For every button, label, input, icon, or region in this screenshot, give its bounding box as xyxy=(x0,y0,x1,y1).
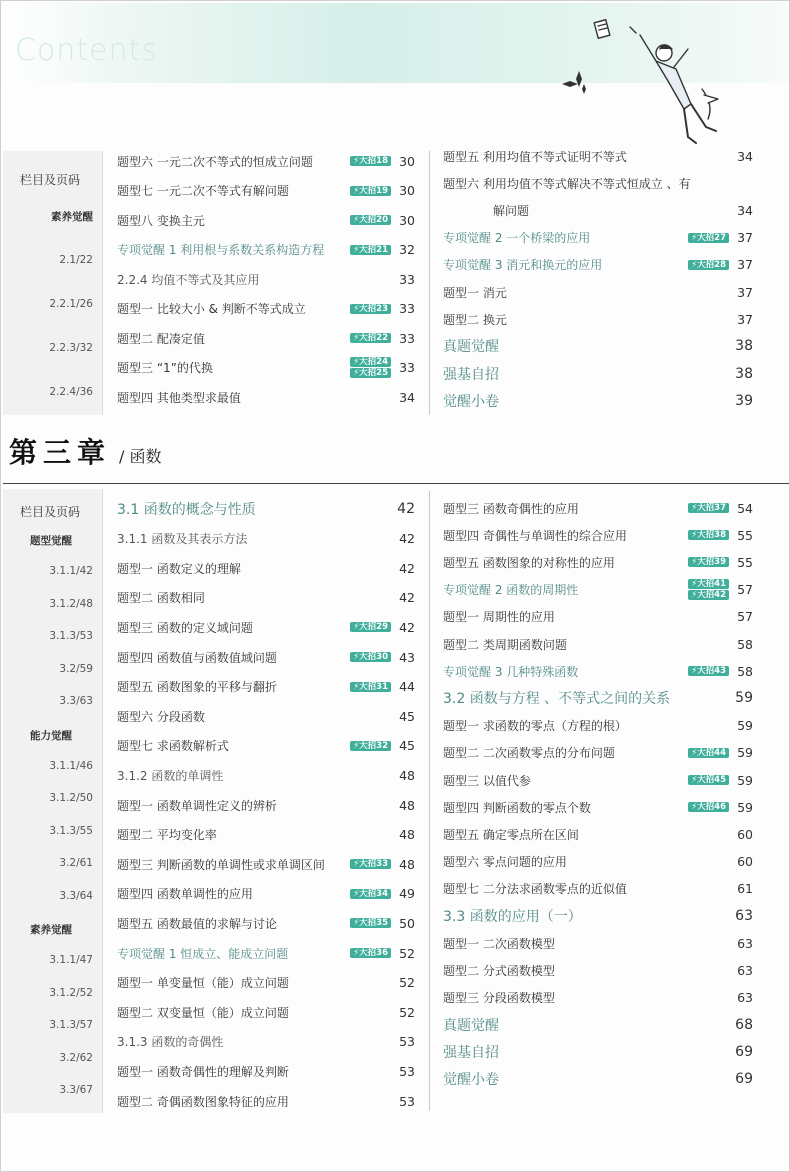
toc-entry-label: 3.1 函数的概念与性质 xyxy=(117,502,256,518)
toc-entry-label: 题型二 配凑定值 xyxy=(117,331,205,346)
sidebar-page-ref: 3.2/61 xyxy=(59,857,93,869)
toc-entry-label: 专项觉醒 3 几种特殊函数 xyxy=(443,664,579,679)
toc-entry[interactable] xyxy=(117,970,415,996)
dazhao-badge xyxy=(688,666,729,676)
toc-entry[interactable] xyxy=(443,279,753,305)
toc-page-number: 54 xyxy=(737,500,753,516)
toc-page-number: 45 xyxy=(399,738,415,754)
sidebar-page-ref: 3.2/59 xyxy=(59,662,93,675)
chapter-heading xyxy=(9,431,162,471)
toc-page-number: 53 xyxy=(399,1063,415,1079)
toc-entry-label: 强基自招 xyxy=(443,1045,499,1061)
dazhao-badge xyxy=(350,682,391,692)
toc-entry[interactable] xyxy=(443,225,753,251)
sidebar-group-title: 能力觉醒 xyxy=(30,729,72,742)
dazhao-badge xyxy=(688,530,729,540)
sidebar-page-ref: 3.1.1/42 xyxy=(49,565,93,577)
sidebar-page-ref: 3.1.3/53 xyxy=(49,630,93,642)
dazhao-badge-label: ⚡大招19 xyxy=(350,186,391,196)
toc-entry[interactable] xyxy=(443,930,753,956)
toc-entry-label: 题型四 判断函数的零点个数 xyxy=(443,800,591,815)
toc-entry[interactable] xyxy=(443,685,753,711)
toc-entry[interactable] xyxy=(117,674,415,700)
toc-page-number: 44 xyxy=(399,679,415,695)
toc-entry-label: 题型一 求函数的零点（方程的根） xyxy=(443,719,627,734)
chapter-rule xyxy=(3,483,789,484)
toc-entry-label: 题型六 零点问题的应用 xyxy=(443,855,567,870)
toc-entry[interactable] xyxy=(117,266,415,292)
toc-entry[interactable] xyxy=(443,631,753,657)
dazhao-badge-label: ⚡大招41 xyxy=(688,579,729,589)
toc-page-number: 34 xyxy=(737,202,753,218)
toc-entry-label: 题型七 二分法求函数零点的近似值 xyxy=(443,882,627,897)
toc-entry-label: 题型六 分段函数 xyxy=(117,709,205,724)
toc-entry-label: 3.1.2 函数的单调性 xyxy=(117,768,224,783)
toc-page-number: 38 xyxy=(735,338,753,355)
toc-entry-label: 题型五 函数图象的平移与翻折 xyxy=(117,680,277,695)
toc-page-number: 48 xyxy=(399,856,415,872)
toc-page-number: 37 xyxy=(737,311,753,327)
toc-entry-label: 题型三 判断函数的单调性或求单调区间 xyxy=(117,857,325,872)
dazhao-badge xyxy=(350,333,391,343)
toc-entry[interactable] xyxy=(443,333,753,359)
toc-page-number: 30 xyxy=(399,183,415,198)
toc-page-number: 57 xyxy=(737,582,753,598)
toc-entry-label: 真题觉醒 xyxy=(443,1017,499,1034)
toc-entry-label: 题型一 比较大小 & 判断不等式成立 xyxy=(117,302,306,316)
dazhao-badge-label: ⚡大招34 xyxy=(350,889,391,899)
sidebar-page-ref: 3.3/67 xyxy=(59,1084,93,1096)
section1-sidebar xyxy=(3,151,103,415)
sidebar-page-ref: 2.1/22 xyxy=(59,254,93,266)
column-divider xyxy=(429,151,430,415)
toc-entry[interactable] xyxy=(443,821,753,847)
toc-entry[interactable] xyxy=(443,170,753,196)
dazhao-badge xyxy=(688,233,729,243)
toc-page-number: 49 xyxy=(399,886,415,902)
toc-entry[interactable] xyxy=(443,903,753,929)
toc-page-number: 60 xyxy=(737,854,753,870)
toc-page-number: 45 xyxy=(399,708,415,724)
sidebar-page-ref: 3.1.3/55 xyxy=(49,824,93,837)
toc-entry[interactable] xyxy=(117,910,415,936)
toc-page-number: 53 xyxy=(399,1034,415,1050)
dazhao-badge-label: ⚡大招45 xyxy=(688,775,729,785)
dazhao-badge-label: ⚡大招24 xyxy=(350,357,391,367)
toc-entry[interactable] xyxy=(117,1029,415,1055)
toc-entry-label: 题型三 函数奇偶性的应用 xyxy=(443,501,579,516)
toc-page-number: 33 xyxy=(399,360,415,375)
toc-entry-label: 专项觉醒 2 函数的周期性 xyxy=(443,583,579,598)
toc-entry-label: 题型一 消元 xyxy=(443,285,507,300)
toc-entry[interactable] xyxy=(117,207,415,233)
toc-page-number: 42 xyxy=(399,531,415,547)
dazhao-badge-label: ⚡大招18 xyxy=(350,156,391,166)
sidebar-page-ref: 3.2/62 xyxy=(59,1051,93,1064)
toc-entry-label: 题型二 双变量恒（能）成立问题 xyxy=(117,1005,289,1020)
toc-entry[interactable] xyxy=(117,822,415,848)
toc-page-number: 63 xyxy=(735,908,753,924)
dazhao-badge xyxy=(350,156,391,166)
contents-title: Contents xyxy=(15,33,158,68)
sidebar-page-ref: 3.1.3/57 xyxy=(49,1019,93,1031)
sidebar-page-ref: 3.1.2/52 xyxy=(49,986,93,999)
toc-page-number: 37 xyxy=(737,230,753,246)
toc-page-number: 55 xyxy=(737,554,753,570)
dazhao-badge xyxy=(350,859,391,869)
toc-entry[interactable] xyxy=(443,306,753,332)
toc-page-number: 58 xyxy=(737,636,753,652)
sidebar-group-title: 素养觉醒 xyxy=(30,924,72,936)
toc-entry-label: 专项觉醒 2 一个桥梁的应用 xyxy=(443,231,591,246)
toc-page-number: 48 xyxy=(399,797,415,813)
toc-entry[interactable] xyxy=(443,985,753,1011)
toc-entry[interactable] xyxy=(117,940,415,966)
dazhao-badge xyxy=(688,775,729,785)
dazhao-badge-label: ⚡大招25 xyxy=(350,368,391,378)
toc-entry-label: 题型一 函数奇偶性的理解及判断 xyxy=(117,1064,289,1079)
dazhao-badge-label: ⚡大招39 xyxy=(688,557,729,567)
toc-page-number: 33 xyxy=(399,330,415,346)
dazhao-badge xyxy=(350,215,391,225)
toc-entry[interactable] xyxy=(117,792,415,818)
dazhao-badge-label: ⚡大招38 xyxy=(688,530,729,540)
section1-sidebar-group: 素养觉醒 xyxy=(51,211,93,223)
toc-entry[interactable] xyxy=(117,178,415,204)
dazhao-badge-label: ⚡大招36 xyxy=(350,948,391,958)
dazhao-badge xyxy=(350,186,391,196)
toc-entry-label: 题型二 二次函数零点的分布问题 xyxy=(443,746,615,761)
chapter-subtitle: / 函数 xyxy=(119,447,162,466)
sidebar-page-ref: 3.1.1/47 xyxy=(49,954,93,966)
toc-entry[interactable] xyxy=(443,1066,753,1092)
toc-page-number: 34 xyxy=(399,389,415,405)
dazhao-badge xyxy=(350,889,391,899)
toc-entry-label: 3.1.1 函数及其表示方法 xyxy=(117,532,248,547)
sidebar-page-ref: 2.2.1/26 xyxy=(49,298,93,310)
toc-entry-label: 题型八 变换主元 xyxy=(117,213,205,228)
toc-entry[interactable] xyxy=(443,143,753,169)
toc-page-number: 52 xyxy=(399,975,415,991)
toc-entry[interactable] xyxy=(443,197,753,223)
toc-page-number: 42 xyxy=(399,590,415,606)
toc-entry[interactable] xyxy=(443,1012,753,1038)
toc-page-number: 57 xyxy=(737,609,753,625)
toc-entry[interactable] xyxy=(117,496,415,522)
toc-page-number: 48 xyxy=(399,827,415,843)
dazhao-badge-label: ⚡大招29 xyxy=(350,622,391,632)
toc-page-number: 59 xyxy=(737,745,753,761)
toc-page-number: 34 xyxy=(737,148,753,164)
dazhao-badge-label: ⚡大招31 xyxy=(350,682,391,692)
toc-page-number: 53 xyxy=(399,1093,415,1109)
toc-entry[interactable] xyxy=(117,555,415,581)
toc-page-number: 63 xyxy=(737,935,753,951)
sidebar-page-ref: 3.1.1/46 xyxy=(49,759,93,772)
dazhao-badge xyxy=(688,579,729,600)
toc-page-number: 37 xyxy=(737,284,753,300)
toc-entry[interactable] xyxy=(443,577,753,603)
toc-entry[interactable] xyxy=(117,1058,415,1084)
toc-entry-label: 题型四 函数值与函数值域问题 xyxy=(117,650,277,665)
dazhao-badge-label: ⚡大招35 xyxy=(350,918,391,928)
toc-page-number: 52 xyxy=(399,945,415,961)
toc-page-number: 69 xyxy=(735,1071,753,1088)
toc-entry-label: 题型五 函数图象的对称性的应用 xyxy=(443,555,615,570)
toc-page-number: 48 xyxy=(399,767,415,783)
dazhao-badge-label: ⚡大招32 xyxy=(350,741,391,751)
toc-page-number: 63 xyxy=(737,990,753,1006)
toc-page-number: 43 xyxy=(399,649,415,665)
toc-entry[interactable] xyxy=(117,851,415,877)
toc-page-number: 55 xyxy=(737,527,753,543)
toc-entry-label: 题型三 函数的定义域问题 xyxy=(117,620,253,635)
toc-entry[interactable] xyxy=(117,762,415,788)
dazhao-badge-label: ⚡大招28 xyxy=(688,260,729,270)
dazhao-badge xyxy=(350,622,391,632)
dazhao-badge xyxy=(688,802,729,812)
toc-page-number: 59 xyxy=(737,718,753,734)
section1-sidebar-heading: 栏目及页码 xyxy=(19,173,80,187)
toc-entry-label: 题型五 利用均值不等式证明不等式 xyxy=(443,149,627,164)
toc-page-number: 52 xyxy=(399,1004,415,1020)
dazhao-badge xyxy=(350,245,391,255)
section2-sidebar-heading: 栏目及页码 xyxy=(19,505,80,519)
toc-page-number: 50 xyxy=(399,915,415,931)
toc-entry[interactable] xyxy=(117,355,415,381)
toc-entry[interactable] xyxy=(443,658,753,684)
toc-entry[interactable] xyxy=(443,522,753,548)
toc-entry-label: 觉醒小卷 xyxy=(443,393,499,410)
toc-entry-label: 题型三 分段函数模型 xyxy=(443,991,555,1006)
dazhao-badge xyxy=(688,557,729,567)
dazhao-badge xyxy=(688,748,729,758)
toc-entry-label: 3.3 函数的应用（一） xyxy=(443,909,582,925)
toc-page-number: 30 xyxy=(399,212,415,228)
sidebar-page-ref: 2.2.3/32 xyxy=(49,342,93,354)
toc-entry-label: 题型一 周期性的应用 xyxy=(443,610,555,625)
toc-entry[interactable] xyxy=(117,384,415,410)
toc-entry[interactable] xyxy=(443,388,753,414)
toc-page-number: 68 xyxy=(735,1016,753,1033)
toc-entry[interactable] xyxy=(443,767,753,793)
toc-entry[interactable] xyxy=(443,876,753,902)
dazhao-badge-label: ⚡大招22 xyxy=(350,333,391,343)
toc-entry-label: 题型四 函数单调性的应用 xyxy=(117,887,253,902)
dazhao-badge-label: ⚡大招43 xyxy=(688,666,729,676)
toc-entry-label: 专项觉醒 3 消元和换元的应用 xyxy=(443,258,603,273)
toc-entry[interactable] xyxy=(117,703,415,729)
toc-entry-label: 题型五 确定零点所在区间 xyxy=(443,827,579,842)
chapter-subtitle-text: 函数 xyxy=(129,447,162,466)
toc-entry[interactable] xyxy=(443,361,753,387)
toc-entry-label: 题型二 分式函数模型 xyxy=(443,963,555,978)
toc-entry[interactable] xyxy=(117,644,415,670)
toc-entry-label: 题型六 一元二次不等式的恒成立问题 xyxy=(117,154,313,169)
toc-page-number: 37 xyxy=(737,257,753,273)
column-divider xyxy=(429,491,430,1111)
sidebar-group-title: 题型觉醒 xyxy=(30,535,72,547)
flying-student-illustration xyxy=(556,9,736,159)
toc-entry-label: 真题觉醒 xyxy=(443,339,499,356)
toc-page-number: 59 xyxy=(735,690,753,707)
dazhao-badge xyxy=(350,652,391,662)
toc-entry[interactable] xyxy=(443,794,753,820)
toc-entry-label: 题型三 以值代参 xyxy=(443,773,531,788)
toc-entry[interactable] xyxy=(117,296,415,322)
toc-entry[interactable] xyxy=(117,733,415,759)
toc-page-number: 30 xyxy=(399,153,415,169)
toc-page-number: 42 xyxy=(399,619,415,635)
toc-entry[interactable] xyxy=(117,585,415,611)
toc-entry[interactable] xyxy=(443,713,753,739)
toc-entry[interactable] xyxy=(443,495,753,521)
toc-entry[interactable] xyxy=(443,604,753,630)
toc-entry-label: 题型七 一元二次不等式有解问题 xyxy=(117,184,289,198)
dazhao-badge-label: ⚡大招37 xyxy=(688,503,729,513)
toc-page-number: 63 xyxy=(737,962,753,978)
dazhao-badge-label: ⚡大招23 xyxy=(350,304,391,314)
dazhao-badge xyxy=(350,918,391,928)
toc-page-number: 59 xyxy=(737,799,753,815)
dazhao-badge xyxy=(350,304,391,314)
toc-entry[interactable] xyxy=(117,237,415,263)
toc-entry-label: 强基自招 xyxy=(443,366,499,383)
dazhao-badge-label: ⚡大招30 xyxy=(350,652,391,662)
dazhao-badge-label: ⚡大招33 xyxy=(350,859,391,869)
toc-entry-label: 专项觉醒 1 利用根与系数关系构造方程 xyxy=(117,243,325,257)
toc-entry-label: 题型五 函数最值的求解与讨论 xyxy=(117,916,277,931)
toc-entry[interactable] xyxy=(117,614,415,640)
toc-entry-label: 题型一 函数定义的理解 xyxy=(117,561,241,576)
toc-page-number: 58 xyxy=(737,663,753,679)
dazhao-badge-label: ⚡大招46 xyxy=(688,802,729,812)
sidebar-page-ref: 2.2.4/36 xyxy=(49,386,93,398)
toc-entry-label: 专项觉醒 1 恒成立、能成立问题 xyxy=(117,946,289,961)
dazhao-badge-label: ⚡大招21 xyxy=(350,245,391,255)
toc-entry[interactable] xyxy=(443,957,753,983)
toc-entry[interactable] xyxy=(117,325,415,351)
sidebar-page-ref: 3.3/64 xyxy=(59,889,93,902)
toc-page-number: 39 xyxy=(735,392,753,409)
dazhao-badge-label: ⚡大招20 xyxy=(350,215,391,225)
toc-entry[interactable] xyxy=(443,252,753,278)
toc-entry[interactable] xyxy=(443,849,753,875)
toc-entry-label: 题型三 “1”的代换 xyxy=(117,361,213,375)
toc-page-number: 69 xyxy=(735,1044,753,1060)
toc-page-number: 59 xyxy=(737,772,753,788)
chapter-title: 第三章 xyxy=(9,436,112,469)
toc-entry-label: 题型二 类周期函数问题 xyxy=(443,637,567,652)
toc-entry-label: 题型一 二次函数模型 xyxy=(443,936,555,951)
toc-entry-label: 题型一 单变量恒（能）成立问题 xyxy=(117,976,289,991)
toc-entry[interactable] xyxy=(443,740,753,766)
toc-entry-label: 2.2.4 均值不等式及其应用 xyxy=(117,272,260,287)
toc-entry-label: 题型七 求函数解析式 xyxy=(117,739,229,754)
dazhao-badge-label: ⚡大招27 xyxy=(688,233,729,243)
toc-page-number: 60 xyxy=(737,826,753,842)
toc-entry-label: 3.1.3 函数的奇偶性 xyxy=(117,1035,224,1050)
dazhao-badge-label: ⚡大招44 xyxy=(688,748,729,758)
toc-page-number: 33 xyxy=(399,301,415,316)
dazhao-badge xyxy=(350,948,391,958)
toc-entry-label: 题型二 奇偶函数图象特征的应用 xyxy=(117,1094,289,1109)
toc-entry-label: 题型二 平均变化率 xyxy=(117,828,217,843)
toc-page-number: 42 xyxy=(397,501,415,517)
sidebar-page-ref: 3.3/63 xyxy=(59,695,93,707)
dazhao-badge xyxy=(350,741,391,751)
toc-page-number: 38 xyxy=(735,365,753,382)
toc-entry[interactable] xyxy=(117,881,415,907)
sidebar-page-ref: 3.1.2/48 xyxy=(49,597,93,610)
dazhao-badge xyxy=(688,260,729,270)
dazhao-badge xyxy=(688,503,729,513)
toc-entry-label: 题型四 奇偶性与单调性的综合应用 xyxy=(443,528,627,543)
toc-entry-label: 3.2 函数与方程 、不等式之间的关系 xyxy=(443,691,671,708)
toc-entry-label: 题型四 其他类型求最值 xyxy=(117,390,241,405)
dazhao-badge-label: ⚡大招42 xyxy=(688,590,729,600)
toc-page-number: 61 xyxy=(737,881,753,897)
toc-entry[interactable] xyxy=(443,549,753,575)
toc-entry-label: 题型二 函数相同 xyxy=(117,591,205,606)
dazhao-badge xyxy=(350,357,391,378)
toc-entry-label: 题型一 函数单调性定义的辨析 xyxy=(117,798,277,813)
toc-entry[interactable] xyxy=(443,1039,753,1065)
toc-entry-label: 题型二 换元 xyxy=(443,312,507,327)
toc-entry-label: 觉醒小卷 xyxy=(443,1072,499,1089)
toc-entry[interactable] xyxy=(117,999,415,1025)
sidebar-page-ref: 3.1.2/50 xyxy=(49,792,93,804)
toc-entry[interactable] xyxy=(117,526,415,552)
toc-page-number: 32 xyxy=(399,242,415,257)
toc-page-number: 33 xyxy=(399,271,415,287)
toc-entry-label: 题型六 利用均值不等式解决不等式恒成立 、有 xyxy=(443,176,691,191)
toc-entry[interactable] xyxy=(117,148,415,174)
toc-entry[interactable] xyxy=(117,1088,415,1114)
toc-entry-label: 解问题 xyxy=(493,203,530,218)
toc-page-number: 42 xyxy=(399,560,415,576)
